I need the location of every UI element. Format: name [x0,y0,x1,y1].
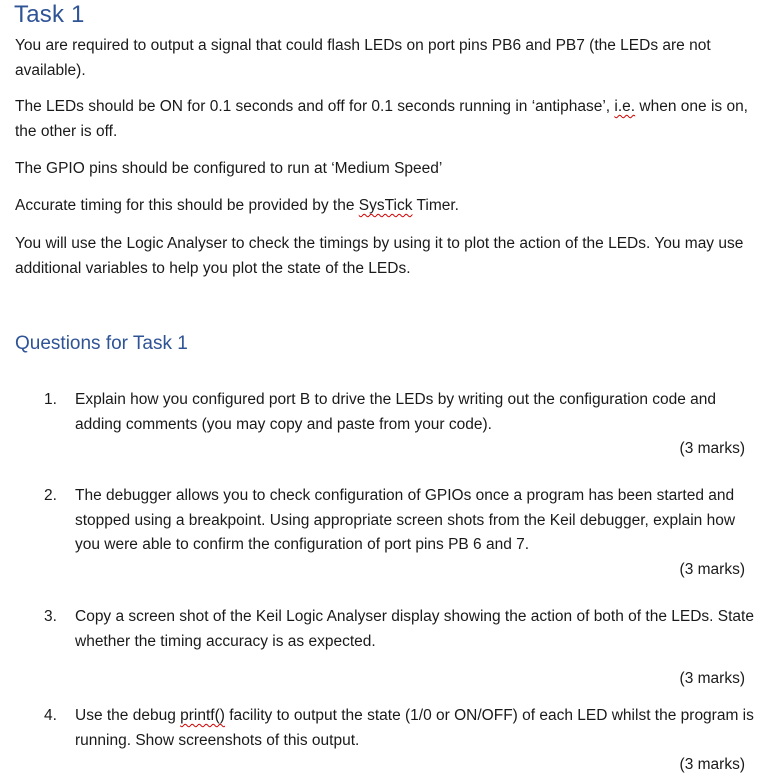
question-1-text: Explain how you configured port B to drive the LEDs by writing out the configuration code and adding comments (you may copy and paste from your code). [75,391,717,433]
question-4-text [75,704,763,753]
task-paragraph-2-text-a: The LEDs should be ON for 0.1 seconds and off for 0.1 seconds running in ‘antiphase’, [15,98,615,115]
question-3-marks: (3 marks) [679,670,745,687]
task-paragraph-2-text-b: when one is on, the other is off. [15,98,748,140]
task-paragraph-1: You are required to output a signal that could flash LEDs on port pins PB6 and PB7 (the LEDs are not available). [15,37,711,79]
question-1-number: 1. [44,391,57,408]
spellcheck-word-printf: printf() [180,707,225,724]
question-2-text: The debugger allows you to check configuration of GPIOs once a program has been started and stopped using a breakpoint. Using appropriate screen shots from the Keil debugger, explain how you were able to confirm the configuration of port pins PB 6 and 7. [75,487,736,553]
question-3-text: Copy a screen shot of the Keil Logic Analyser display showing the action of both of the LEDs. State whether the timing accuracy is as expected. [75,608,754,650]
question-4-number: 4. [44,707,57,724]
spellcheck-word-systick: SysTick [358,197,413,214]
task-paragraph-4 [15,194,763,219]
question-3-number: 3. [44,608,57,625]
task-paragraph-4-text-a: Accurate timing for this should be provided by the [15,197,359,214]
question-4-marks: (3 marks) [679,756,745,773]
question-4-text-a: Use the debug [75,707,181,724]
question-2-marks: (3 marks) [679,561,745,578]
task-paragraph-4-text-b: Timer. [412,197,459,214]
spellcheck-word-ie: i.e. [614,98,636,115]
question-2-number: 2. [44,487,57,504]
questions-heading: Questions for Task 1 [15,333,188,354]
question-4-text-b: facility to output the state (1/0 or ON/OFF) of each LED whilst the program is running. Show screenshots of this output. [75,707,754,749]
task-heading: Task 1 [14,1,85,28]
task-paragraph-5: You will use the Logic Analyser to check the timings by using it to plot the action of the LEDs. You may use additional variables to help you plot the state of the LEDs. [15,235,744,277]
task-paragraph-3: The GPIO pins should be configured to run at ‘Medium Speed’ [15,160,443,177]
question-1-marks: (3 marks) [679,440,745,457]
task-paragraph-2 [15,95,763,144]
